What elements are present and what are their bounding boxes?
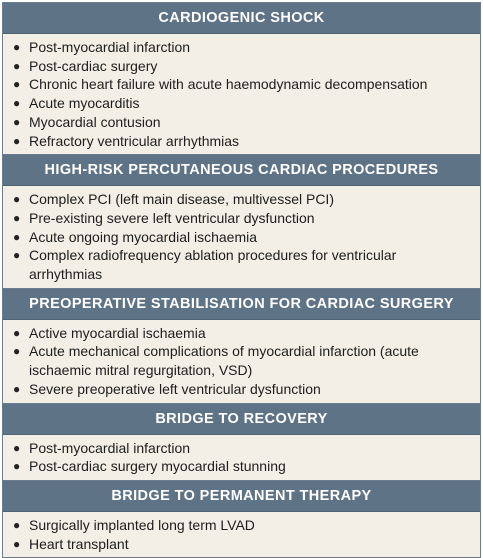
section-body-high-risk-pci <box>3 186 480 289</box>
list-item <box>11 535 472 554</box>
bullet-icon: ● <box>13 459 21 474</box>
list-item <box>11 246 472 283</box>
list-item-text: Refractory ventricular arrhythmias <box>29 132 240 149</box>
list-item-text: Pre-existing severe left ventricular dysfunction <box>29 209 315 226</box>
list-item-text: Post-myocardial infarction <box>29 439 191 456</box>
bullet-icon: ● <box>13 96 21 111</box>
list-item <box>11 380 472 399</box>
list-item <box>11 190 472 209</box>
section-header-bridge-to-permanent-therapy: BRIDGE TO PERMANENT THERAPY <box>3 481 480 512</box>
bullet-icon: ● <box>13 58 21 73</box>
bullet-icon: ● <box>13 381 21 396</box>
bullet-list <box>11 190 472 284</box>
bullet-icon: ● <box>13 133 21 148</box>
list-item-text: Complex PCI (left main disease, multivessel PCI) <box>29 191 334 208</box>
list-item <box>11 38 472 57</box>
list-item-text: Acute myocarditis <box>29 95 140 112</box>
list-item-text: Acute ongoing myocardial ischaemia <box>29 228 258 245</box>
section-body-bridge-to-recovery <box>3 435 480 481</box>
list-item-text: Heart transplant <box>29 535 129 552</box>
bullet-list <box>11 516 472 553</box>
list-item-text: Post-cardiac surgery <box>29 57 158 74</box>
list-item <box>11 94 472 113</box>
list-item-text: Post-cardiac surgery myocardial stunning <box>29 458 286 475</box>
bullet-icon: ● <box>13 536 21 551</box>
bullet-icon: ● <box>13 114 21 129</box>
bullet-list <box>11 38 472 150</box>
section-header-cardiogenic-shock: CARDIOGENIC SHOCK <box>3 3 480 34</box>
bullet-icon: ● <box>13 192 21 207</box>
list-item-text: Acute mechanical complications of myocardial infarction (acute ischaemic mitral regurgitation, VSD) <box>29 343 419 379</box>
list-item <box>11 228 472 247</box>
bullet-icon: ● <box>13 77 21 92</box>
list-item <box>11 209 472 228</box>
list-item <box>11 113 472 132</box>
list-item <box>11 132 472 151</box>
list-item-text: Complex radiofrequency ablation procedures for ventricular arrhythmias <box>29 247 397 283</box>
list-item <box>11 324 472 343</box>
bullet-icon: ● <box>13 248 21 263</box>
bullet-list <box>11 439 472 476</box>
section-body-cardiogenic-shock <box>3 34 480 155</box>
list-item <box>11 57 472 76</box>
list-item <box>11 439 472 458</box>
bullet-list <box>11 324 472 399</box>
list-item-text: Surgically implanted long term LVAD <box>29 516 255 533</box>
list-item <box>11 516 472 535</box>
bullet-icon: ● <box>13 229 21 244</box>
list-item <box>11 457 472 476</box>
list-item-text: Severe preoperative left ventricular dysfunction <box>29 380 321 397</box>
bullet-icon: ● <box>13 40 21 54</box>
bullet-icon: ● <box>13 210 21 225</box>
section-header-high-risk-pci: HIGH-RISK PERCUTANEOUS CARDIAC PROCEDURES <box>3 155 480 186</box>
section-header-bridge-to-recovery: BRIDGE TO RECOVERY <box>3 404 480 435</box>
section-header-preoperative-stabilisation: PREOPERATIVE STABILISATION FOR CARDIAC SURGERY <box>3 289 480 320</box>
list-item-text: Myocardial contusion <box>29 113 161 130</box>
list-item-text: Chronic heart failure with acute haemodynamic decompensation <box>29 76 428 93</box>
list-item <box>11 342 472 379</box>
list-item-text: Post-myocardial infarction <box>29 39 191 55</box>
bullet-icon: ● <box>13 517 21 532</box>
indications-table <box>2 2 481 558</box>
bullet-icon: ● <box>13 344 21 359</box>
list-item <box>11 75 472 94</box>
bullet-icon: ● <box>13 325 21 340</box>
section-body-preoperative-stabilisation <box>3 320 480 404</box>
bullet-icon: ● <box>13 440 21 455</box>
list-item-text: Active myocardial ischaemia <box>29 324 206 341</box>
section-body-bridge-to-permanent-therapy <box>3 512 480 557</box>
